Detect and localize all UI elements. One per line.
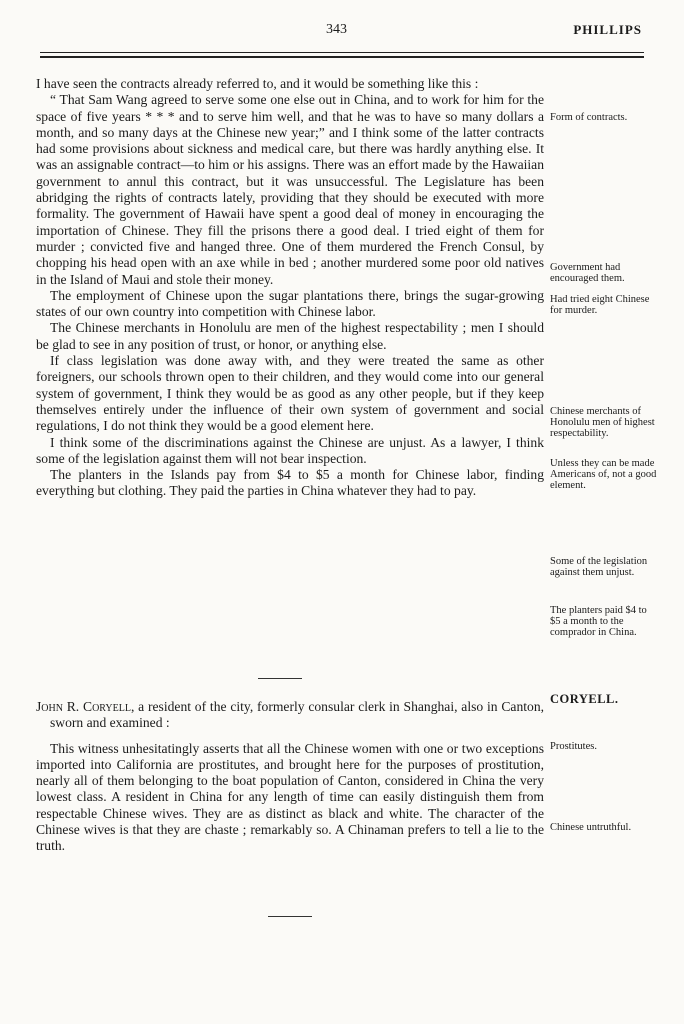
note-element: Unless they can be made Americans of, not a good element.	[550, 458, 657, 491]
testimony-section	[36, 76, 544, 500]
note-form-of-contracts: Form of contracts.	[550, 112, 628, 123]
paragraph-planters-pay: The planters in the Islands pay from $4 to $5 a month for Chinese labor, finding everything but clothing. They paid the parties in China whatever they had to pay.	[36, 467, 544, 499]
paragraph-sugar-plantations: The employment of Chinese upon the sugar plantations there, brings the sugar-growing states of our own country into competition with Chinese labor.	[36, 287, 544, 320]
witness-name: John R. Coryell	[36, 699, 131, 714]
note-planters: The planters paid $4 to $5 a month to the comprador in China.	[550, 605, 647, 638]
paragraph-contracts-intro: I have seen the contracts already referred to, and it would be something like this :	[36, 76, 479, 91]
paragraph-merchants: The Chinese merchants in Honolulu are men of the highest respectability ; men I should be glad to see in any position of trust, or honor, or anything else.	[36, 320, 544, 352]
note-merchants: Chinese merchants of Honolulu men of highest respectability.	[550, 406, 655, 439]
margin-notes	[550, 0, 658, 1024]
note-legislation: Some of the legislation against them unjust.	[550, 556, 648, 578]
paragraph-discriminations: I think some of the discriminations against the Chinese are unjust. As a lawyer, I think some of the legislation against them will not bear inspection.	[36, 434, 544, 466]
note-murder: Had tried eight Chinese for murder.	[550, 294, 650, 316]
note-untruthful: Chinese untruthful.	[550, 822, 632, 833]
note-coryell: CORYELL.	[550, 692, 619, 706]
paragraph-class-legislation: If class legislation was done away with, and they were treated the same as other foreigners, our schools thrown open to their children, and they would come into our general system of government, I think they would be as good as any other people, but if they keep themselves entirely under the influence of their own system of government and social regulations, I do not think they would be a good element here.	[36, 353, 544, 434]
section-divider	[258, 678, 302, 679]
paragraph-contract-terms: “ That Sam Wang agreed to serve some one else out in China, and to work for him for the space of five years * * * and to serve him well, and that he was to have so many dollars a month, and so many days at the Chinese new year;” and I think some of the latter contracts had some provisions about sickness and medical care, but there was hardly anything else. It was an assignable contract—to him or his assigns. There was an effort made by the Hawaiian government to annul this contract, but it was unsuccessful. The Legislature has been abridging the rights of contracts lately, providing that they should be executed with more formality. The government of Hawaii have spent a good deal of money in encouraging the importation of Chinese. They fill the prisons there a good deal. I tried eight of them for murder ; convicted five and hanged three. One of them murdered the French Consul, by chopping his head open with an axe while in bed ; another murdered some poor old natives in the Island of Maui and stole their money.	[36, 92, 544, 287]
page-number: 343	[326, 22, 347, 37]
note-prostitutes: Prostitutes.	[550, 741, 597, 752]
witness-intro	[36, 699, 544, 732]
paragraph-prostitutes: This witness unhesitatingly asserts that all the Chinese women with one or two exceptions imported into California are prostitutes, and brought here for the purposes of prostitution, nearly all of them belonging to the boat population of Canton, considered in China the very lowest class. A resident in China for any length of time can easily distinguish them from respectable Chinese wives. They are as distinct as black and white. The character of the Chinese wives is that they are chaste ; remarkably so. A Chinaman prefers to tell a lie to the truth.	[36, 740, 544, 854]
note-government: Government had encouraged them.	[550, 262, 625, 284]
witness-intro-text: , a resident of the city, formerly consular clerk in Shanghai, also in Canton, sworn and examined :	[50, 699, 545, 731]
coryell-section	[36, 699, 544, 855]
end-divider	[268, 916, 312, 917]
running-head: PHILLIPS	[573, 22, 642, 37]
